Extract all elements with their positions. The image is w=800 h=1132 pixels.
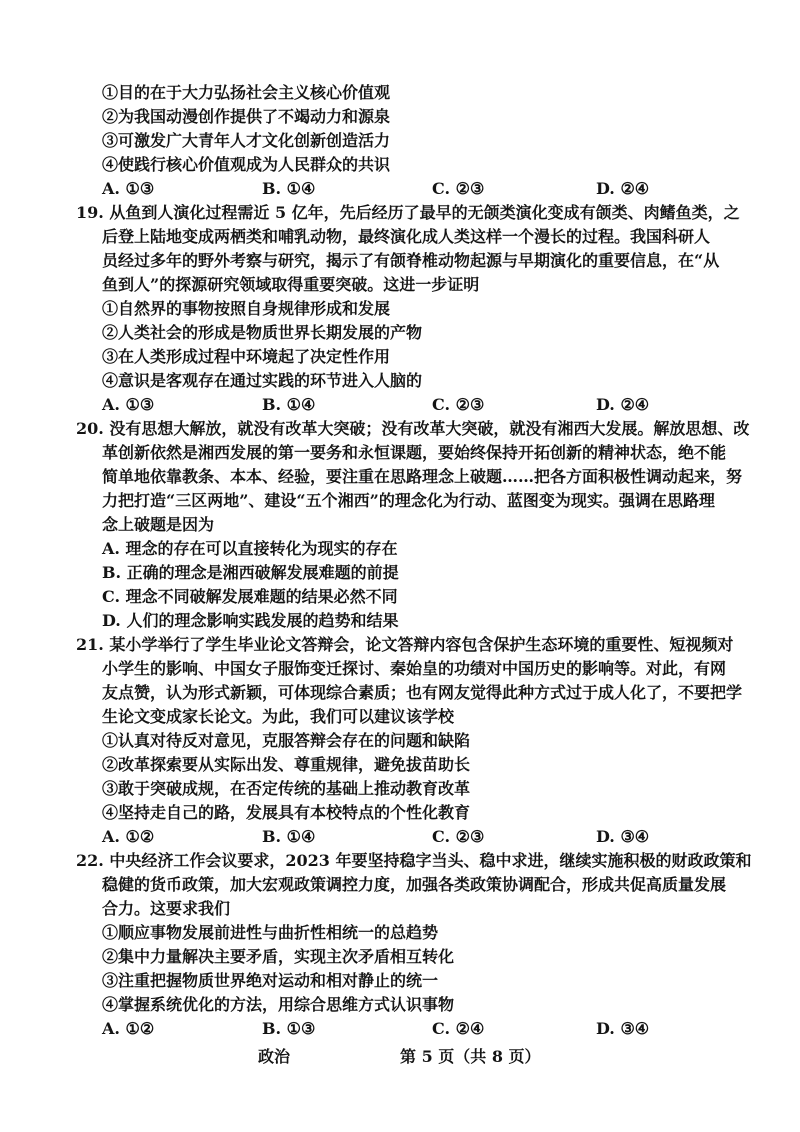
q21-option-b: B. ①④ <box>262 827 316 846</box>
q22-option-b: B. ①③ <box>262 1019 316 1038</box>
q21-stem-line-3: 友点赞，认为形式新颖，可体现综合素质；也有网友觉得此种方式过于成人化了，不要把学 <box>102 683 743 702</box>
q21-item-2: ②改革探索要从实际出发、尊重规律，避免拔苗助长 <box>102 755 471 774</box>
q18-item-2: ②为我国动漫创作提供了不竭动力和源泉 <box>102 107 391 126</box>
q22-item-1: ①顺应事物发展前进性与曲折性相统一的总趋势 <box>102 923 439 942</box>
q21-option-d: D. ③④ <box>596 827 650 846</box>
q22-option-a: A. ①② <box>102 1019 155 1038</box>
q21-item-3: ③敢于突破成规，在否定传统的基础上推动教育改革 <box>102 779 471 798</box>
q18-item-3: ③可激发广大青年人才文化创新创造活力 <box>102 131 391 150</box>
q18-item-4: ④使践行核心价值观成为人民群众的共识 <box>102 155 391 174</box>
q19-option-d: D. ②④ <box>596 395 650 414</box>
q21-item-4: ④坚持走自己的路，发展具有本校特点的个性化教育 <box>102 803 471 822</box>
q19-item-1: ①自然界的事物按照自身规律形成和发展 <box>102 299 391 318</box>
q19-stem-line-3: 员经过多年的野外考察与研究，揭示了有颌脊椎动物起源与早期演化的重要信息，在“从 <box>102 251 720 270</box>
q19-item-4: ④意识是客观存在通过实践的环节进入人脑的 <box>102 371 423 390</box>
q20-stem-line-3: 简单地依靠教条、本本、经验，要注重在思路理念上破题……把各方面积极性调动起来，努 <box>102 467 743 486</box>
q22-stem-line-1: 22. 中央经济工作会议要求，2023 年要坚持稳字当头、稳中求进，继续实施积极的财政政策和 <box>76 851 752 870</box>
q21-stem-line-1: 21. 某小学举行了学生毕业论文答辩会，论文答辩内容包含保护生态环境的重要性、短视频对 <box>76 635 734 654</box>
q20-stem-line-1: 20. 没有思想大解放，就没有改革大突破；没有改革大突破，就没有湘西大发展。解放思想、改 <box>76 419 750 438</box>
q21-stem-line-4: 生论文变成家长论文。为此，我们可以建议该学校 <box>102 707 455 726</box>
q19-stem-line-4: 鱼到人”的探源研究领域取得重要突破。这进一步证明 <box>102 275 480 294</box>
q20-stem-line-4: 力把打造“三区两地”、建设“五个湘西”的理念化为行动、蓝图变为现实。强调在思路理 <box>102 491 715 510</box>
q22-item-4: ④掌握系统优化的方法，用综合思维方式认识事物 <box>102 995 455 1014</box>
q20-option-c: C. 理念不同破解发展难题的结果必然不同 <box>102 587 398 606</box>
q18-option-c: C. ②③ <box>432 179 485 198</box>
q20-stem-line-5: 念上破题是因为 <box>102 515 215 534</box>
q18-option-b: B. ①④ <box>262 179 316 198</box>
q19-stem-line-2: 后登上陆地变成两栖类和哺乳动物，最终演化成人类这样一个漫长的过程。我国科研人 <box>102 227 711 246</box>
q22-option-c: C. ②④ <box>432 1019 485 1038</box>
q18-option-a: A. ①③ <box>102 179 155 198</box>
q19-item-2: ②人类社会的形成是物质世界长期发展的产物 <box>102 323 423 342</box>
q19-stem-line-1: 19. 从鱼到人演化过程需近 5 亿年，先后经历了最早的无颌类演化变成有颌类、肉鳍鱼类，之 <box>76 203 740 222</box>
q20-option-b: B. 正确的理念是湘西破解发展难题的前提 <box>102 563 399 582</box>
q19-option-b: B. ①④ <box>262 395 316 414</box>
q20-stem-line-2: 革创新依然是湘西发展的第一要务和永恒课题，要始终保持开拓创新的精神状态，绝不能 <box>102 443 727 462</box>
q19-item-3: ③在人类形成过程中环境起了决定性作用 <box>102 347 391 366</box>
q20-option-a: A. 理念的存在可以直接转化为现实的存在 <box>102 539 398 558</box>
q22-stem-line-2: 稳健的货币政策，加大宏观政策调控力度，加强各类政策协调配合，形成共促高质量发展 <box>102 875 727 894</box>
q21-option-a: A. ①② <box>102 827 155 846</box>
q21-item-1: ①认真对待反对意见，克服答辩会存在的问题和缺陷 <box>102 731 471 750</box>
q21-stem-line-2: 小学生的影响、中国女子服饰变迁探讨、秦始皇的功绩对中国历史的影响等。对此，有网 <box>102 659 727 678</box>
q18-option-d: D. ②④ <box>596 179 650 198</box>
q22-stem-line-3: 合力。这要求我们 <box>102 899 231 918</box>
footer-subject: 政治 <box>258 1047 291 1066</box>
q22-item-2: ②集中力量解决主要矛盾，实现主次矛盾相互转化 <box>102 947 455 966</box>
q21-option-c: C. ②③ <box>432 827 485 846</box>
footer-page-number: 第 5 页（共 8 页） <box>400 1047 541 1066</box>
q22-item-3: ③注重把握物质世界绝对运动和相对静止的统一 <box>102 971 439 990</box>
q19-option-c: C. ②③ <box>432 395 485 414</box>
q22-option-d: D. ③④ <box>596 1019 650 1038</box>
q20-option-d: D. 人们的理念影响实践发展的趋势和结果 <box>102 611 399 630</box>
q19-option-a: A. ①③ <box>102 395 155 414</box>
q18-item-1: ①目的在于大力弘扬社会主义核心价值观 <box>102 83 391 102</box>
